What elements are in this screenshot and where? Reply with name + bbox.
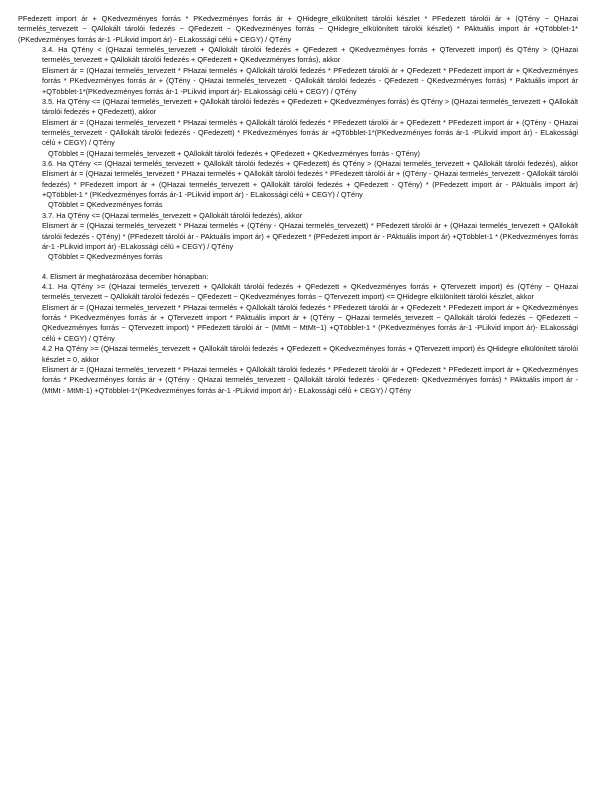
formula-3-4: Elismert ár = (QHazai termelés_tervezett * PHazai termelés + QAllokált tárolói fedezés * PFedezett tárolói ár + QFedezett * PFedezett import ár + QKedvezményes forrás * PKedvezményes forrás ár + (QTény - QHazai termelés_tervezett - QAllokált tárolói fedezés - QFedezett - QKedvezményes forrás) * Paktuális import ár +QTöbblet-1*(PKedvezményes forrás ár-1 -PLikvid import ár)- ELakossági célú + CEGY) / QTény: [42, 65, 578, 96]
formula-paragraph: PFedezett import ár + QKedvezményes forrás * PKedvezményes forrás ár + QHidegre_elkülönített tárolói készlet * PFedezett tárolói ár + (QTény − QHazai termelés_tervezett − QAllokált tárolói fedezés − QFedezett − QKedvezményes forrás − QHidegre_elkülönített tárolói készlet) * PAktuális import ár +QTöbblet-1*(PKedvezményes forrás ár-1 -PLikvid import ár) - ELakossági célú + CEGY) / QTény: [18, 14, 578, 44]
condition-4-2: 4.2 Ha QTény >= (QHazai termelés_tervezett + QAllokált tárolói fedezés + QFedezett + QKedvezményes forrás + QTervezett import) és QHidegre elkülönített tárolói készlet = 0, akkor: [42, 344, 578, 364]
condition-4-1: 4.1. Ha QTény >= (QHazai termelés_tervezett + QAllokált tárolói fedezés + QFedezett + QKedvezményes forrás + QTervezett import) és (QTény − QHazai termelés_tervezett − QAllokált tárolói fedezés − QFedezett − QKedvezményes forrás − QTervezett import) <= QHidegre elkülönített tárolói készlet, akkor: [42, 281, 578, 302]
condition-formula-3-6: 3.6. Ha QTény <= (QHazai termelés_tervezett + QAllokált tárolói fedezés + QFedezett) és QTény > (QHazai termelés_tervezett + QAllokált tárolói fedezés), akkor Elismert ár = (QHazai termelés_tervezett * PHazai termelés + QAllokált tárolói fedezés * PFedezett tárolói ár + (QTény - QHazai termelés_tervezett - QAllokált tárolói fedezés) * PFedezett import ár + (QHazai termelés_tervezett + QAllokált tárolói fedezés + QFedezett - QTény) * (PFedezett import ár - PAktuális import ár) +QTöbblet-1 * (PKedvezményes forrás ár-1 -PLikvid import ár) - ELakossági célú + CEGY) / QTény: [42, 159, 578, 200]
formula-3-5: Elismert ár = (QHazai termelés_tervezett * PHazai termelés + QAllokált tárolói fedezés * PFedezett tárolói ár + QFedezett * PFedezett import ár + (QTény - QHazai termelés_tervezett - QAllokált tárolói fedezés - QFedezett) * PKedvezményes forrás ár +QTöbblet-1*(PKedvezményes forrás ár-1 -PLikvid import ár) - ELakossági célú + CEGY) / QTény: [42, 117, 578, 148]
tobblet-3-6: QTöbblet = QKedvezményes forrás: [48, 200, 163, 210]
tobblet-3-7: QTöbblet = QKedvezményes forrás: [48, 252, 163, 262]
formula-3-7: Elismert ár = (QHazai termelés_tervezett * PHazai termelés + (QTény - QHazai termelés_tervezett) * PFedezett tárolói ár + (QHazai termelés_tervezett + QAllokált tárolói fedezés - QTény) * (PFedezett tárolói ár - PAktuális import ár) + QFedezett * (PFedezett import ár - PAktuális import ár) +QTöbblet-1 * (PKedvezményes forrás ár-1 -PLikvid import ár) -ELakossági célú + CEGY) / QTény: [42, 221, 578, 251]
formula-4-2: Elismert ár = (QHazai termelés_tervezett * PHazai termelés + QAllokált tárolói fedezés * PFedezett tárolói ár + QFedezett * PFedezett import ár + QKedvezményes forrás * PKedvezményes forrás ár + (QTény - QHazai termelés_tervezett - QAllokált tárolói fedezés - QFedezett- QKedvezményes forrás) * PAktuális import ár - (MtMt - MtMt-1) +QTöbblet-1*(PKedvezményes forrás ár-1 -PLikvid import ár) - ELakossági célú + CEGY) / QTény: [42, 364, 578, 395]
tobblet-3-5: QTöbblet = (QHazai termelés_tervezett + QAllokált tárolói fedezés + QFedezett + QKedvezményes forrás - QTény): [48, 148, 420, 158]
formula-4-1: Elismert ár = (QHazai termelés_tervezett * PHazai termelés + QAllokált tárolói fedezés * PFedezett tárolói ár + QFedezett * PFedezett import ár + QKedvezményes forrás * PKedvezményes forrás ár + QTervezett import * PAktuális import ár + (QTény − QHazai termelés_tervezett − QAllokált tárolói fedezés − QFedezett − QKedvezményes forrás − QTervezett import) * PFedezett tárolói ár − (MtMt − MtMt−1) +QTöbblet-1 * (PKedvezményes forrás ár-1 -PLikvid import ár)- ELakossági célú + CEGY) / QTény: [42, 302, 578, 343]
condition-3-5: 3.5. Ha QTény <= (QHazai termelés_tervezett + QAllokált tárolói fedezés + QFedezett + QKedvezményes forrás) és QTény > (QHazai termelés_tervezett + QAllokált tárolói fedezés + QFedezett), akkor: [42, 96, 578, 117]
condition-3-4: 3.4. Ha QTény < (QHazai termelés_tervezett + QAllokált tárolói fedezés + QFedezett + QKedvezményes forrás + QTervezett import) és QTény > (QHazai termelés_tervezett + QAllokált tárolói fedezés + QFedezett + QKedvezményes forrás), akkor: [42, 45, 578, 65]
section-4-heading: 4. Elismert ár meghatározása december hónapban:: [42, 271, 209, 281]
condition-3-7: 3.7. Ha QTény <= (QHazai termelés_tervezett + QAllokált tárolói fedezés), akkor: [42, 210, 303, 220]
section-gap: [18, 263, 578, 270]
